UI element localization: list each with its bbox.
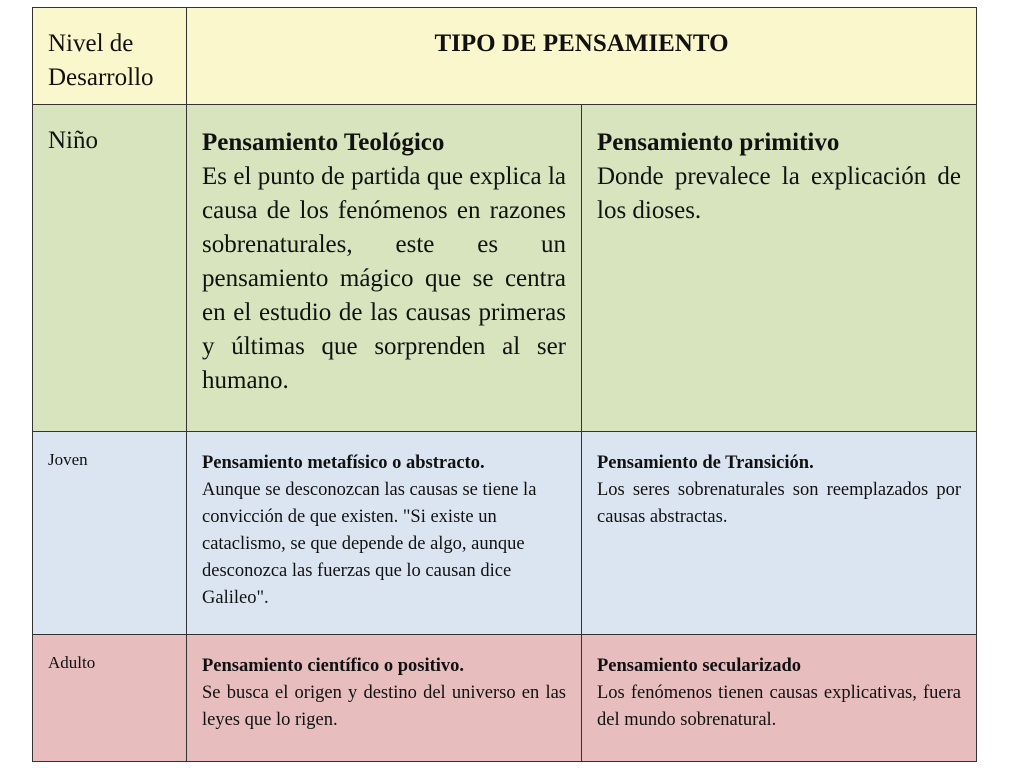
secularized-thinking-cell [582, 635, 977, 762]
cell-text: Se busca el origen y destino del universo en las leyes que lo rigen. [202, 683, 566, 730]
level-cell-joven [33, 432, 187, 635]
cell-title: Pensamiento científico o positivo. [202, 656, 465, 676]
cell-text: Es el punto de partida que explica la causa de los fenómenos en razones sobrenaturales, este es un pensamiento mágico que se centra en el estudio de las causas primeras y últimas que sorprenden al ser humano. [202, 163, 566, 394]
cell-title: Pensamiento metafísico o abstracto. [202, 453, 485, 473]
primitive-thinking-cell [582, 105, 977, 432]
level-cell-adulto [33, 635, 187, 762]
metaphysical-thinking-cell [187, 432, 582, 635]
level-cell-nino [33, 105, 187, 432]
row-adulto [33, 635, 977, 762]
cell-title: Pensamiento secularizado [597, 656, 801, 676]
cell-text: Los seres sobrenaturales son reemplazados por causas abstractas. [597, 480, 961, 527]
level-header-label: Nivel de Desarrollo [48, 30, 154, 91]
cell-text: Donde prevalece la explicación de los dioses. [597, 163, 961, 224]
cell-title: Pensamiento Teológico [202, 129, 445, 156]
type-header-cell [187, 8, 977, 105]
transition-thinking-cell [582, 432, 977, 635]
thinking-types-table [32, 7, 977, 762]
cell-text: Aunque se desconozcan las causas se tiene la convicción de que existen. "Si existe un cataclismo, se que depende de algo, aunque desconozca las fuerzas que lo causan dice Galileo". [202, 480, 537, 608]
row-nino [33, 105, 977, 432]
level-label: Niño [48, 127, 98, 154]
header-row [33, 8, 977, 105]
cell-text: Los fenómenos tienen causas explicativas, fuera del mundo sobrenatural. [597, 683, 961, 730]
cell-title: Pensamiento de Transición. [597, 453, 814, 473]
scientific-thinking-cell [187, 635, 582, 762]
cell-title: Pensamiento primitivo [597, 129, 840, 156]
type-header-label: TIPO DE PENSAMIENTO [434, 30, 729, 57]
level-label: Adulto [48, 653, 96, 672]
level-header-cell [33, 8, 187, 105]
row-joven [33, 432, 977, 635]
level-label: Joven [48, 450, 88, 469]
theological-thinking-cell [187, 105, 582, 432]
